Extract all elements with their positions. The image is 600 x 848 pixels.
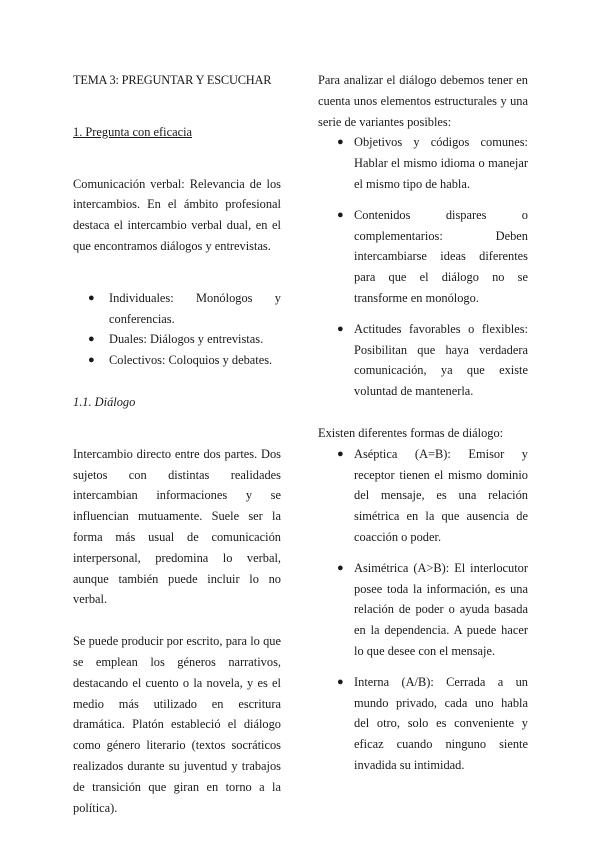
list-item-text: Actitudes favorables o flexibles: Posibilitan que haya verdadera comunicación, ya que existe voluntad de mantenerla. <box>354 321 528 399</box>
structural-elements-list <box>318 132 528 402</box>
bullet-icon: ● <box>337 561 344 574</box>
list-item-text: Colectivos: Coloquios y debates. <box>109 353 273 368</box>
right-column <box>318 70 528 786</box>
bullet-icon: ● <box>337 447 344 460</box>
bullet-icon: ● <box>337 322 344 335</box>
list-item-text: Asimétrica (A>B): El interlocutor posee toda la información, es una relación de poder o ayuda basada en la dependencia. A puede hacer lo que desee con el mensaje. <box>354 560 528 658</box>
bullet-icon: ● <box>337 675 344 688</box>
exchange-types-list <box>73 288 281 371</box>
bullet-icon: ● <box>337 136 344 149</box>
list-item-text: Contenidos dispares o complementarios: Deben intercambiarse ideas diferentes para que el diálogo no se transforme en monólogo. <box>354 207 528 305</box>
list-item <box>318 558 528 662</box>
bullet-icon: ● <box>88 291 95 304</box>
list-item <box>318 672 528 776</box>
bullet-icon: ● <box>88 354 95 367</box>
list-item-text: Objetivos y códigos comunes: Hablar el mismo idioma o manejar el mismo tipo de habla. <box>354 135 528 191</box>
list-item <box>318 444 528 548</box>
analysis-intro: Para analizar el diálogo debemos tener en cuenta unos elementos estructurales y una serie de variantes posibles: <box>318 73 528 129</box>
list-item-text: Interna (A/B): Cerrada a un mundo privado, cada uno habla del otro, solo es conveniente y eficaz cuando ninguno siente invadida su intimidad. <box>354 674 528 772</box>
dialogue-forms-list <box>318 444 528 776</box>
dialogo-paragraph: Intercambio directo entre dos partes. Dos sujetos con distintas realidades intercambian informaciones y se influencian mutuamente. Suele ser la forma más usual de comunicación interpersonal, predomina lo verbal, aunque también puede incluir lo no verbal. <box>73 446 281 607</box>
document-title: TEMA 3: PREGUNTAR Y ESCUCHAR <box>73 73 272 87</box>
bullet-icon: ● <box>337 208 344 221</box>
list-item-text: Aséptica (A=B): Emisor y receptor tienen el mismo dominio del mensaje, es una relación simétrica en la que ausencia de coacción o poder. <box>354 446 528 544</box>
forms-intro: Existen diferentes formas de diálogo: <box>318 425 504 440</box>
list-item <box>318 319 528 402</box>
bullet-icon: ● <box>88 333 95 346</box>
list-item <box>73 329 281 350</box>
list-item-text: Individuales: Monólogos y conferencias. <box>109 290 281 326</box>
section-heading: 1. Pregunta con eficacia <box>73 124 193 139</box>
list-item <box>73 350 281 371</box>
list-item <box>318 132 528 194</box>
intro-paragraph: Comunicación verbal: Relevancia de los intercambios. En el ámbito profesional destaca el intercambio verbal dual, en el que encontramos diálogos y entrevistas. <box>73 176 281 253</box>
list-item <box>73 288 281 330</box>
list-item-text: Duales: Diálogos y entrevistas. <box>109 332 264 347</box>
escrito-paragraph: Se puede producir por escrito, para lo que se emplean los géneros narrativos, destacando el cuento o la novela, y es el medio más utilizado en escritura dramática. Platón estableció el diálogo como género literario (textos socráticos realizados durante su juventud y trabajos de transición que giran en torno a la política). <box>73 634 281 815</box>
left-column <box>73 70 281 818</box>
list-item <box>318 205 528 309</box>
subsection-heading: 1.1. Diálogo <box>73 394 136 409</box>
